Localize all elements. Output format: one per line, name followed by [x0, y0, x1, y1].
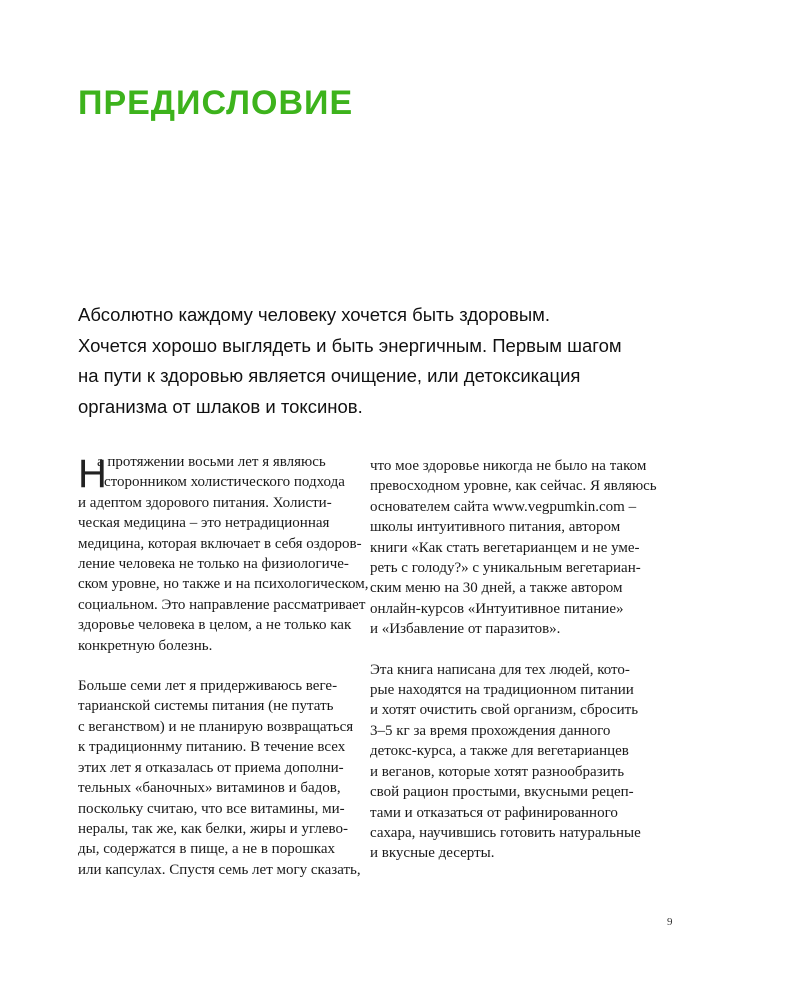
- text-line: ском уровне, но также и на психологическом,: [78, 576, 369, 593]
- text-line: Эта книга написана для тех людей, кото-: [370, 661, 630, 678]
- text-line: книги «Как стать вегетарианцем и не уме-: [370, 539, 640, 556]
- text-line: тельных «баночных» витаминов и бадов,: [78, 780, 341, 797]
- text-line: нералы, так же, как белки, жиры и углево-: [78, 820, 348, 837]
- text-line: с веганством) и не планирую возвращаться: [78, 718, 354, 735]
- paragraph-2: [78, 676, 373, 880]
- paragraph-1: [78, 452, 373, 656]
- text-line: онлайн-курсов «Интуитивное питание»: [370, 600, 624, 617]
- page-title: ПРЕДИСЛОВИЕ: [78, 84, 354, 122]
- page-number: 9: [667, 916, 673, 928]
- text-line: и адептом здорового питания. Холисти-: [78, 494, 332, 511]
- lead-line: организма от шлаков и токсинов.: [78, 395, 363, 417]
- text-line: и веганов, которые хотят разнообразить: [370, 763, 625, 780]
- lead-line: Абсолютно каждому человеку хочется быть здоровым.: [78, 304, 550, 325]
- lead-line: на пути к здоровью является очищение, или детоксикация: [78, 365, 581, 386]
- text-line: детокс-курса, а также для вегетарианцев: [370, 743, 629, 760]
- text-line: конкретную болезнь.: [78, 637, 213, 654]
- text-line: свой рацион простыми, вкусными рецеп-: [370, 784, 634, 801]
- text-line: здоровье человека в целом, а не только как: [78, 617, 352, 634]
- text-line: ление человека не только на физиологиче-: [78, 556, 349, 573]
- text-line: превосходном уровне, как сейчас. Я являюсь: [370, 478, 657, 495]
- paragraph-3: [370, 456, 665, 640]
- text-line: и вкусные десерты.: [370, 845, 495, 862]
- text-line: ческая медицина – это нетрадиционная: [78, 515, 330, 532]
- text-line: ды, содержатся в пище, а не в порошках: [78, 841, 335, 858]
- text-line: сахара, научившись готовить натуральные: [370, 824, 641, 841]
- left-column: [78, 452, 373, 880]
- lead-line: Хочется хорошо выглядеть и быть энергичным. Первым шагом: [78, 334, 622, 356]
- text-line: сторонником холистического подхода: [104, 474, 345, 491]
- text-line: 3–5 кг за время прохождения данного: [370, 722, 611, 739]
- text-line: рые находятся на традиционном питании: [370, 682, 634, 699]
- text-line: школы интуитивного питания, автором: [370, 519, 621, 536]
- paragraph-4: [370, 660, 665, 864]
- text-line: или капсулах. Спустя семь лет могу сказать,: [78, 861, 361, 878]
- text-line: к традиционнму питанию. В течение всех: [78, 739, 346, 756]
- lead-paragraph: [78, 300, 622, 422]
- text-line: социальном. Это направление рассматривает: [78, 596, 366, 613]
- website-line: основателем сайта www.vegpumkin.com –: [370, 498, 637, 515]
- text-line: и хотят очистить свой организм, сбросить: [370, 702, 639, 719]
- drop-cap: Н: [78, 452, 107, 496]
- text-line: тами и отказаться от рафинированного: [370, 804, 618, 821]
- text-line: этих лет я отказалась от приема дополни-: [78, 759, 344, 776]
- text-line: что мое здоровье никогда не было на таком: [370, 458, 647, 474]
- right-column: [370, 456, 665, 864]
- text-line: ским меню на 30 дней, а также автором: [370, 580, 623, 597]
- text-line: медицина, которая включает в себя оздоров-: [78, 535, 362, 552]
- text-line: тарианской системы питания (не путать: [78, 698, 334, 715]
- text-line: Больше семи лет я придерживаюсь веге-: [78, 678, 338, 695]
- text-line: а протяжении восьми лет я являюсь: [97, 454, 326, 470]
- text-line: реть с голоду?» с уникальным вегетариан-: [370, 560, 641, 577]
- text-line: поскольку считаю, что все витамины, ми-: [78, 800, 345, 817]
- text-line: и «Избавление от паразитов».: [370, 621, 561, 638]
